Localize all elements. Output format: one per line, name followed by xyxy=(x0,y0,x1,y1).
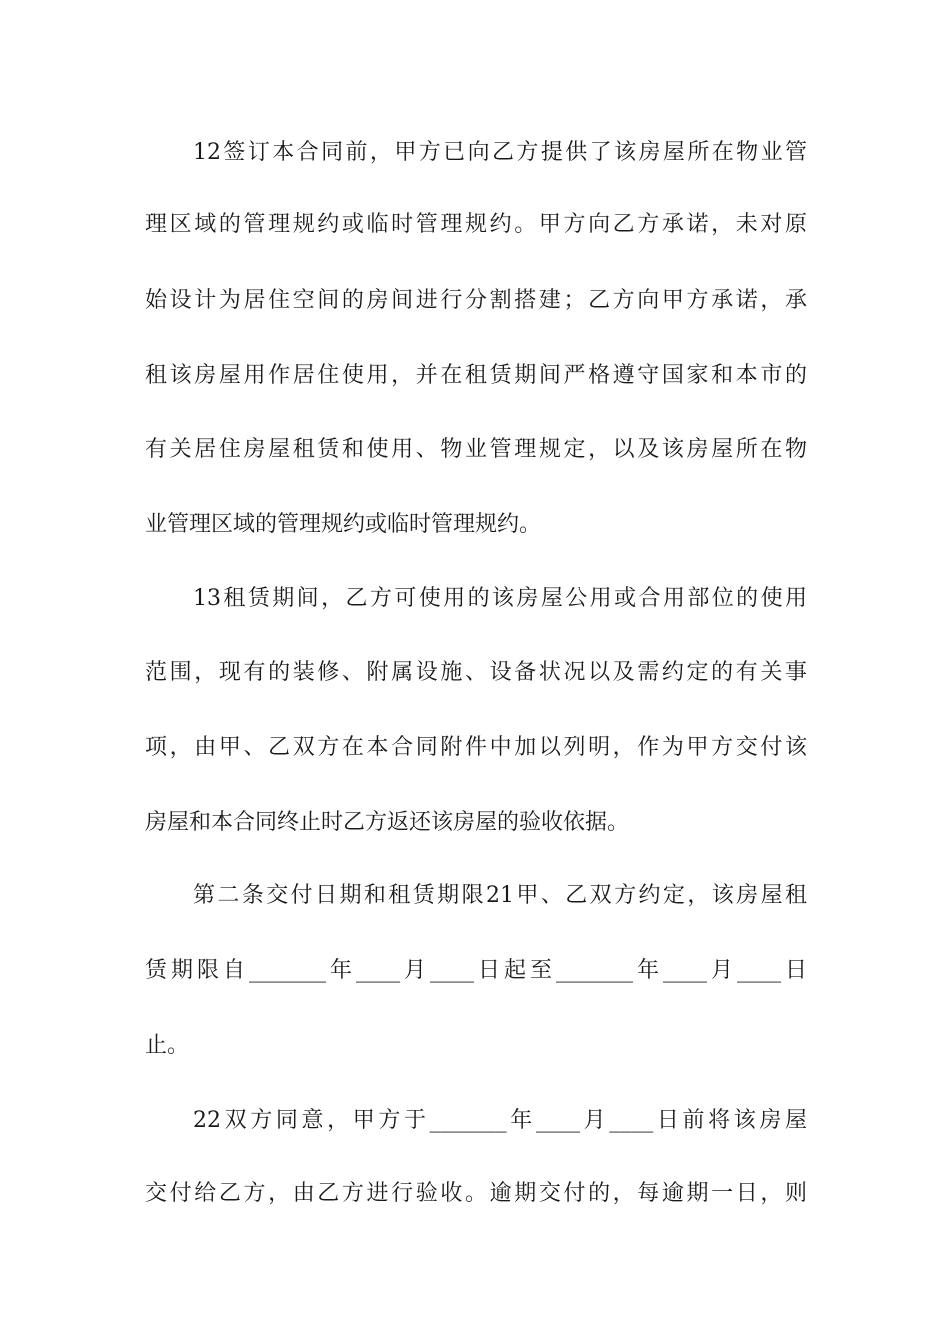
text-line: 赁期限自_______年____月____日起至_______年____月____日 xyxy=(145,958,807,983)
text-line: 13租赁期间，乙方可使用的该房屋公用或合用部位的使用 xyxy=(193,586,807,611)
text-line: 有关居住房屋租赁和使用、物业管理规定，以及该房屋所在物 xyxy=(145,437,807,462)
text-line: 理区域的管理规约或临时管理规约。甲方向乙方承诺，未对原 xyxy=(145,212,807,237)
text-line: 房屋和本合同终止时乙方返还该房屋的验收依据。 xyxy=(145,810,630,835)
text-line: 始设计为居住空间的房间进行分割搭建；乙方向甲方承诺，承 xyxy=(145,288,807,313)
text-line: 12签订本合同前，甲方已向乙方提供了该房屋所在物业管 xyxy=(193,140,807,165)
text-line: 业管理区域的管理规约或临时管理规约。 xyxy=(145,512,542,537)
text-line: 22双方同意，甲方于_______年____月____日前将该房屋 xyxy=(193,1108,807,1133)
text-line: 项，由甲、乙双方在本合同附件中加以列明，作为甲方交付该 xyxy=(145,735,807,760)
text-line: 止。 xyxy=(145,1033,190,1058)
text-line: 第二条交付日期和租赁期限21甲、乙双方约定，该房屋租 xyxy=(193,883,807,908)
text-line: 租该房屋用作居住使用，并在租赁期间严格遵守国家和本市的 xyxy=(145,363,807,388)
text-line: 范围，现有的装修、附属设施、设备状况以及需约定的有关事 xyxy=(145,660,807,685)
text-line: 交付给乙方，由乙方进行验收。逾期交付的，每逾期一日，则 xyxy=(145,1181,807,1206)
